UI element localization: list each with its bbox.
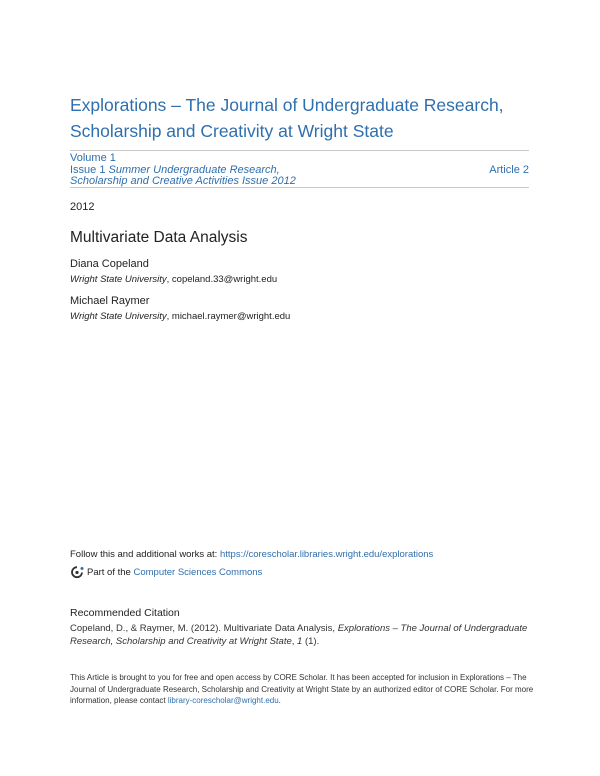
volume-info: [70, 153, 296, 188]
article-number-link[interactable]: Article 2: [489, 164, 529, 176]
author-name: Michael Raymer: [70, 295, 150, 307]
journal-title-line-1[interactable]: Explorations – The Journal of Undergraduate Research,: [70, 95, 504, 115]
author-block-1: [70, 258, 277, 285]
citation-text-1: Copeland, D., & Raymer, M. (2012). Multivariate Data Analysis,: [70, 623, 338, 634]
collection-url-link[interactable]: https://corescholar.libraries.wright.edu/explorations: [219, 549, 434, 560]
publication-year: 2012: [70, 201, 95, 213]
issue-prefix: Issue 1: [70, 163, 106, 176]
network-commons-icon: [70, 566, 84, 579]
part-of-line: [70, 566, 262, 579]
citation-text-3: (1).: [302, 636, 320, 647]
citation-journal: Explorations – The Journal of Undergraduate Research, Scholarship and Creativity at Wright State: [70, 623, 528, 647]
divider-bottom: [70, 187, 529, 188]
author-email: copeland.33@wright.edu: [171, 274, 278, 285]
computer-sciences-commons-link[interactable]: Computer Sciences Commons: [133, 567, 263, 578]
issue-name-line-2[interactable]: Scholarship and Creative Activities Issue 2012: [70, 175, 296, 187]
journal-title-line-2[interactable]: Scholarship and Creativity at Wright State: [70, 121, 394, 141]
journal-title[interactable]: [70, 92, 540, 144]
contact-email-link[interactable]: library-corescholar@wright.edu: [167, 696, 279, 705]
author-email: michael.raymer@wright.edu: [171, 311, 291, 322]
issue-name-line-1: Summer Undergraduate Research,: [108, 163, 280, 176]
volume-link[interactable]: Volume 1: [70, 152, 116, 164]
author-name: Diana Copeland: [70, 258, 149, 270]
notice-end: .: [278, 696, 281, 705]
recommended-citation-body: [70, 622, 530, 648]
author-block-2: [70, 295, 290, 322]
citation-text-2: ,: [291, 636, 298, 647]
article-title: Multivariate Data Analysis: [70, 229, 248, 246]
author-institution: Wright State University: [70, 274, 167, 285]
citation-volume: 1: [297, 636, 303, 647]
recommended-citation-heading: Recommended Citation: [70, 607, 180, 619]
author-affiliation: Wright State University, michael.raymer@wright.edu: [70, 311, 291, 322]
follow-line: [70, 549, 433, 560]
access-notice: [70, 672, 540, 707]
author-affiliation: Wright State University, copeland.33@wright.edu: [70, 274, 278, 285]
author-institution: Wright State University: [70, 311, 167, 322]
divider-top: [70, 150, 529, 151]
part-of-prefix: Part of the: [87, 567, 134, 578]
notice-text: This Article is brought to you for free and open access by CORE Scholar. It has been accepted for inclusion in Explorations – The Journal of Undergraduate Research, Scholarship and Creativity at Wright State by an authorized editor of CORE Scholar. For more information, please contact: [70, 673, 534, 705]
follow-text: Follow this and additional works at:: [70, 549, 220, 560]
